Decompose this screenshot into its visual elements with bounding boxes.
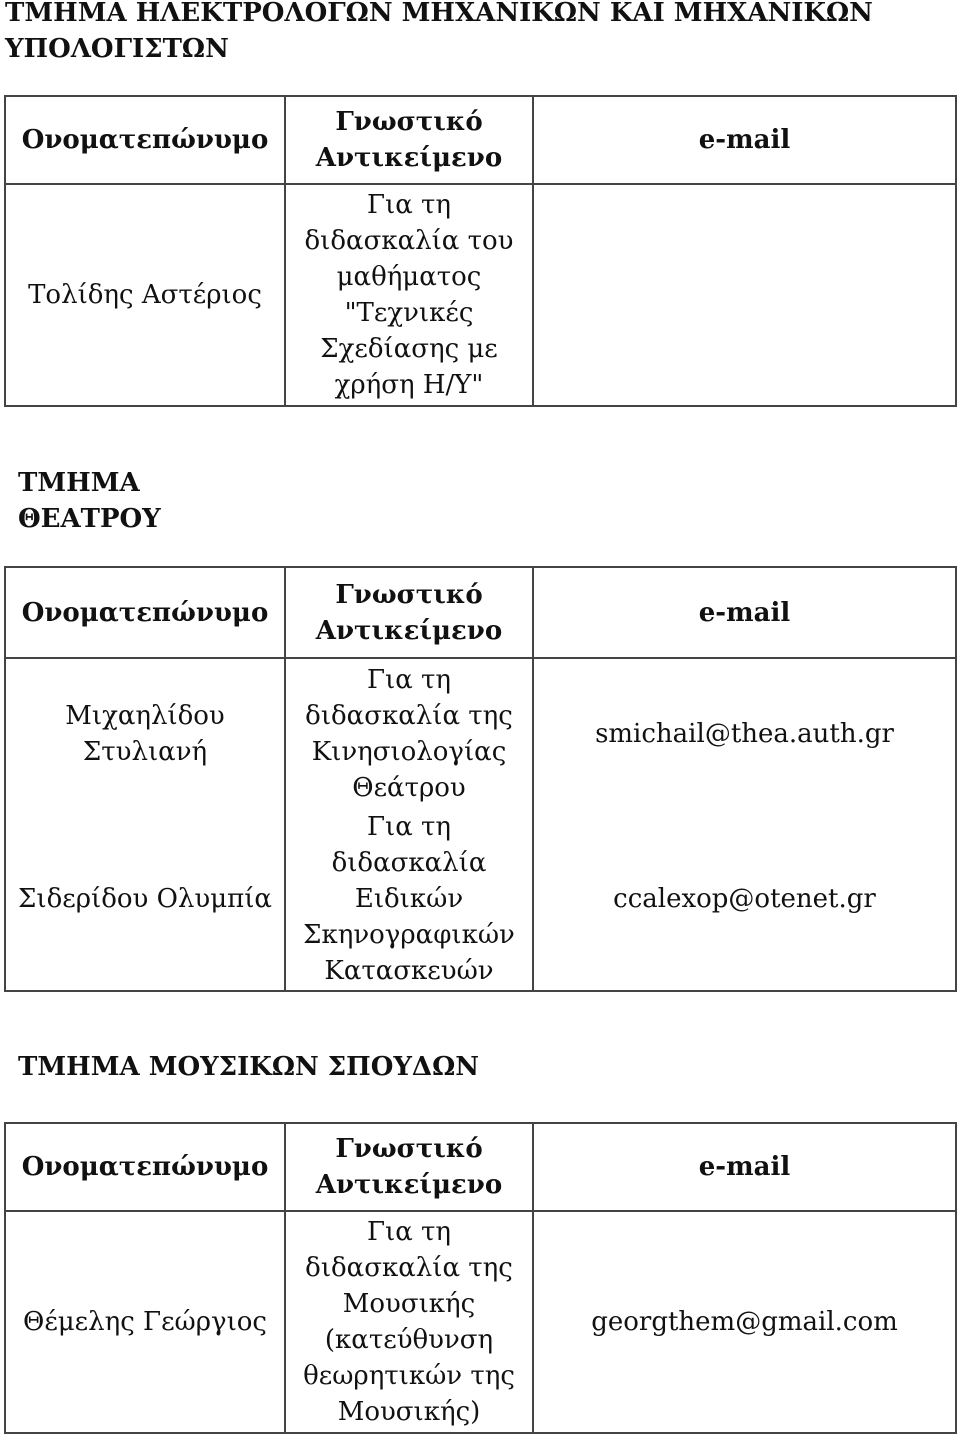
name-cell: Τολίδης Αστέριος [5, 184, 285, 406]
table-row [5, 184, 956, 406]
column-header-name: Ονοματεπώνυμο [5, 1123, 285, 1211]
column-header-email: e-mail [533, 567, 956, 658]
subject-cell: Για τη διδασκαλία της Μουσικής (κατεύθυνση θεωρητικών της Μουσικής) [285, 1211, 533, 1433]
section-heading-electrical-computer-engineering: ΤΜΗΜΑ ΗΛΕΚΤΡΟΛΟΓΩΝ ΜΗΧΑΝΙΚΩΝ ΚΑΙ ΜΗΧΑΝΙΚΩΝ ΥΠΟΛΟΓΙΣΤΩΝ [5, 0, 873, 64]
name-cell: Μιχαηλίδου Στυλιανή [5, 658, 285, 808]
subject-cell: Για τη διδασκαλία του μαθήματος "Τεχνικές Σχεδίασης με χρήση Η/Υ" [285, 184, 533, 406]
subject-cell: Για τη διδασκαλία της Κινησιολογίας Θεάτρου [285, 658, 533, 808]
table-row [5, 658, 956, 808]
email-cell: georgthem@gmail.com [533, 1211, 956, 1433]
column-header-email: e-mail [533, 96, 956, 184]
section-heading-theatre: ΤΜΗΜΑ ΘΕΑΤΡΟΥ [18, 468, 161, 534]
table-row [5, 1211, 956, 1433]
table-header-row [5, 567, 956, 658]
email-cell: smichail@thea.auth.gr [533, 658, 956, 808]
column-header-subject: Γνωστικό Αντικείμενο [285, 96, 533, 184]
name-cell: Θέμελης Γεώργιος [5, 1211, 285, 1433]
staff-table-music-studies [4, 1122, 957, 1434]
staff-table-electrical-computer-engineering [4, 95, 957, 407]
section-heading-music-studies: ΤΜΗΜΑ ΜΟΥΣΙΚΩΝ ΣΠΟΥΔΩΝ [18, 1052, 480, 1082]
name-cell: Σιδερίδου Ολυμπία [5, 808, 285, 991]
column-header-subject: Γνωστικό Αντικείμενο [285, 1123, 533, 1211]
column-header-email: e-mail [533, 1123, 956, 1211]
staff-table-theatre [4, 566, 957, 992]
column-header-name: Ονοματεπώνυμο [5, 567, 285, 658]
subject-cell: Για τη διδασκαλία Ειδικών Σκηνογραφικών Κατασκευών [285, 808, 533, 991]
table-header-row [5, 96, 956, 184]
table-row [5, 808, 956, 991]
column-header-name: Ονοματεπώνυμο [5, 96, 285, 184]
email-cell: ccalexop@otenet.gr [533, 808, 956, 991]
table-header-row [5, 1123, 956, 1211]
column-header-subject: Γνωστικό Αντικείμενο [285, 567, 533, 658]
email-cell [533, 184, 956, 406]
